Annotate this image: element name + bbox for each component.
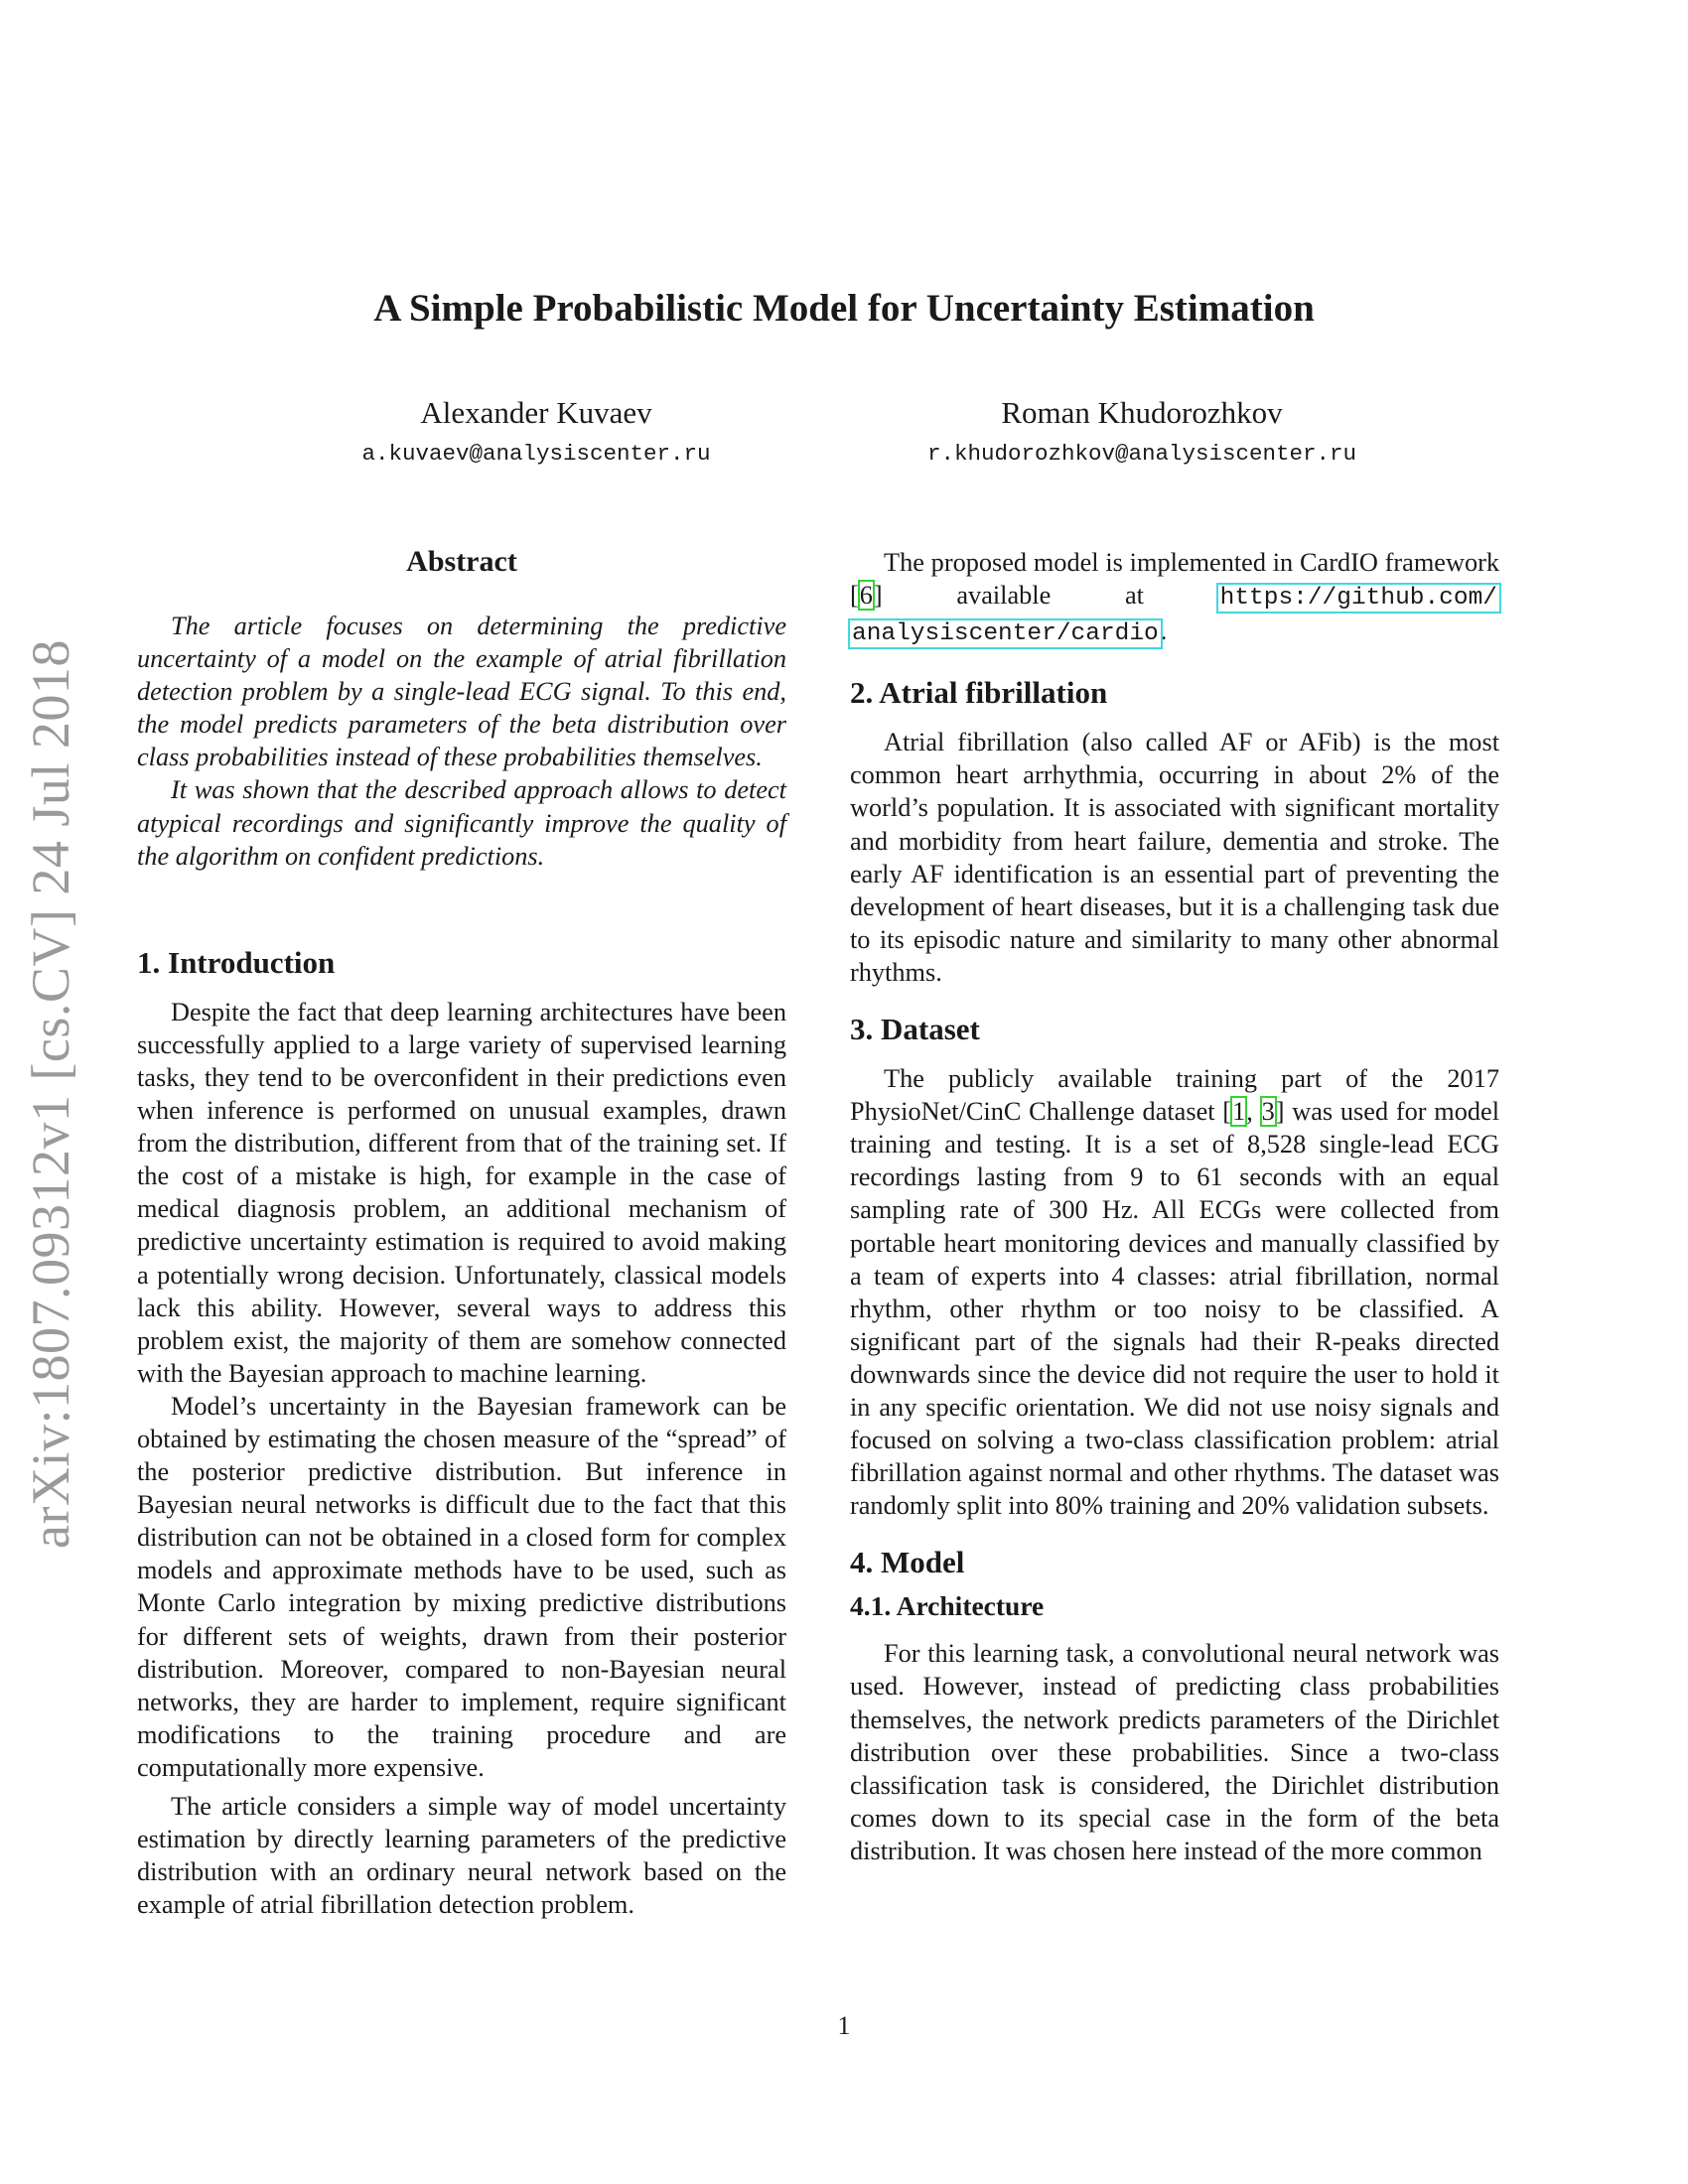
intro-paragraph: The article considers a simple way of model uncertainty estimation by directly learning parameters of the predictive distribution with an ordinary neural network based on the example of atrial fibrillation detection problem. (137, 1792, 786, 1920)
left-column (137, 546, 786, 1921)
author-email: a.kuvaev@analysiscenter.ru (361, 441, 711, 467)
section-heading-model: 4. Model (850, 1545, 965, 1580)
implementation-text: ] available at (873, 581, 1218, 611)
dataset-text: The publicly available training part of the 2017 PhysioNet/CinC Challenge dataset [ (850, 1064, 1499, 1127)
dataset-paragraph (850, 1062, 1499, 1522)
arxiv-side-label: arXiv:1807.09312v1 [cs.CV] 24 Jul 2018 (21, 639, 80, 1549)
implementation-text: The proposed model is implemented in CardIO framework [ (850, 548, 1499, 611)
model-paragraph: For this learning task, a convolutional neural network was used. However, instead of predicting class probabilities themselves, the network predicts parameters of the Dirichlet distribution over these probabilities. Since a two-class classification task is considered, the Dirichlet distribution comes down to its special case in the form of the beta distribution. It was chosen here instead of the more common (850, 1639, 1499, 1865)
section-heading-introduction: 1. Introduction (137, 944, 336, 980)
intro-paragraph: Model’s uncertainty in the Bayesian framework can be obtained by estimating the chosen measure of the “spread” of the posterior predictive distribution. But inference in Bayesian neural networks is difficult due to the fact that this distribution can not be obtained in a closed form for complex models and approximate methods have to be used, such as Monte Carlo integration by mixing predictive distributions for different sets of weights, drawn from their posterior distribution. Moreover, compared to non-Bayesian neural networks, they are harder to implement, require significant modifications to the training procedure and are computationally more expensive. (137, 1391, 786, 1782)
citation-link[interactable]: 6 (859, 581, 873, 611)
right-column (850, 546, 1499, 1867)
section-heading-atrial-fibrillation: 2. Atrial fibrillation (850, 675, 1108, 711)
github-link[interactable]: https://github.com/ (1219, 585, 1497, 613)
author-name: Roman Khudorozhkov (1001, 395, 1283, 430)
citation-link[interactable]: 1 (1232, 1097, 1246, 1127)
implementation-text: . (1160, 616, 1168, 646)
abstract-paragraph: It was shown that the described approach allows to detect atypical recordings and significantly improve the quality of the algorithm on confident predictions. (137, 775, 786, 871)
author-email: r.khudorozhkov@analysiscenter.ru (926, 441, 1357, 467)
intro-paragraph: Despite the fact that deep learning architectures have been successfully applied to a large variety of supervised learning tasks, they tend to be overconfident in their predictions even when inference is performed on unusual examples, drawn from the distribution, different from that of the training set. If the cost of a mistake is high, for example in the case of medical diagnosis problem, an additional mechanism of predictive uncertainty estimation is required to avoid making a potentially wrong decision. Unfortunately, classical models lack this ability. However, several ways to address this problem exist, the majority of them are somehow connected with the Bayesian approach to machine learning. (137, 997, 786, 1388)
af-paragraph: Atrial fibrillation (also called AF or AFib) is the most common heart arrhythmia, occurring in about 2% of the world’s population. It is associated with significant mortality and morbidity from heart failure, dementia and stroke. The early AF identification is an essential part of preventing the development of heart diseases, but it is a challenging task due to its episodic nature and similarity to many other abnormal rhythms. (850, 728, 1499, 987)
abstract-heading: Abstract (406, 545, 517, 578)
citation-separator: , (1246, 1097, 1261, 1127)
implementation-paragraph (850, 546, 1499, 650)
author-block-1 (298, 395, 774, 467)
author-block-2 (794, 395, 1489, 467)
github-link[interactable]: analysiscenter/cardio (852, 620, 1159, 648)
subsection-heading-architecture: 4.1. Architecture (850, 1590, 1045, 1622)
abstract-paragraph: The article focuses on determining the predictive uncertainty of a model on the example of atrial fibrillation detection problem by a single-lead ECG signal. To this end, the model predicts parameters of the beta distribution over class probabilities instead of these probabilities themselves. (137, 612, 786, 772)
paper-title: A Simple Probabilistic Model for Uncertainty Estimation (373, 287, 1315, 330)
citation-link[interactable]: 3 (1261, 1097, 1275, 1127)
section-heading-dataset: 3. Dataset (850, 1012, 980, 1047)
page-number: 1 (837, 2011, 851, 2040)
dataset-text: ] was used for model training and testing. It is a set of 8,528 single-lead ECG recordings lasting from 9 to 61 seconds with an equal sampling rate of 300 Hz. All ECGs were collected from portable heart monitoring devices and manually classified by a team of experts into 4 classes: atrial fibrillation, normal rhythm, other rhythm or too noisy to be classified. A significant part of the signals had their R-peaks directed downwards since the device did not require the user to hold it in any specific orientation. We did not use noisy signals and focused on solving a two-class classification problem: atrial fibrillation against normal and other rhythms. The dataset was randomly split into 80% training and 20% validation subsets. (850, 1097, 1500, 1521)
author-name: Alexander Kuvaev (420, 395, 652, 430)
